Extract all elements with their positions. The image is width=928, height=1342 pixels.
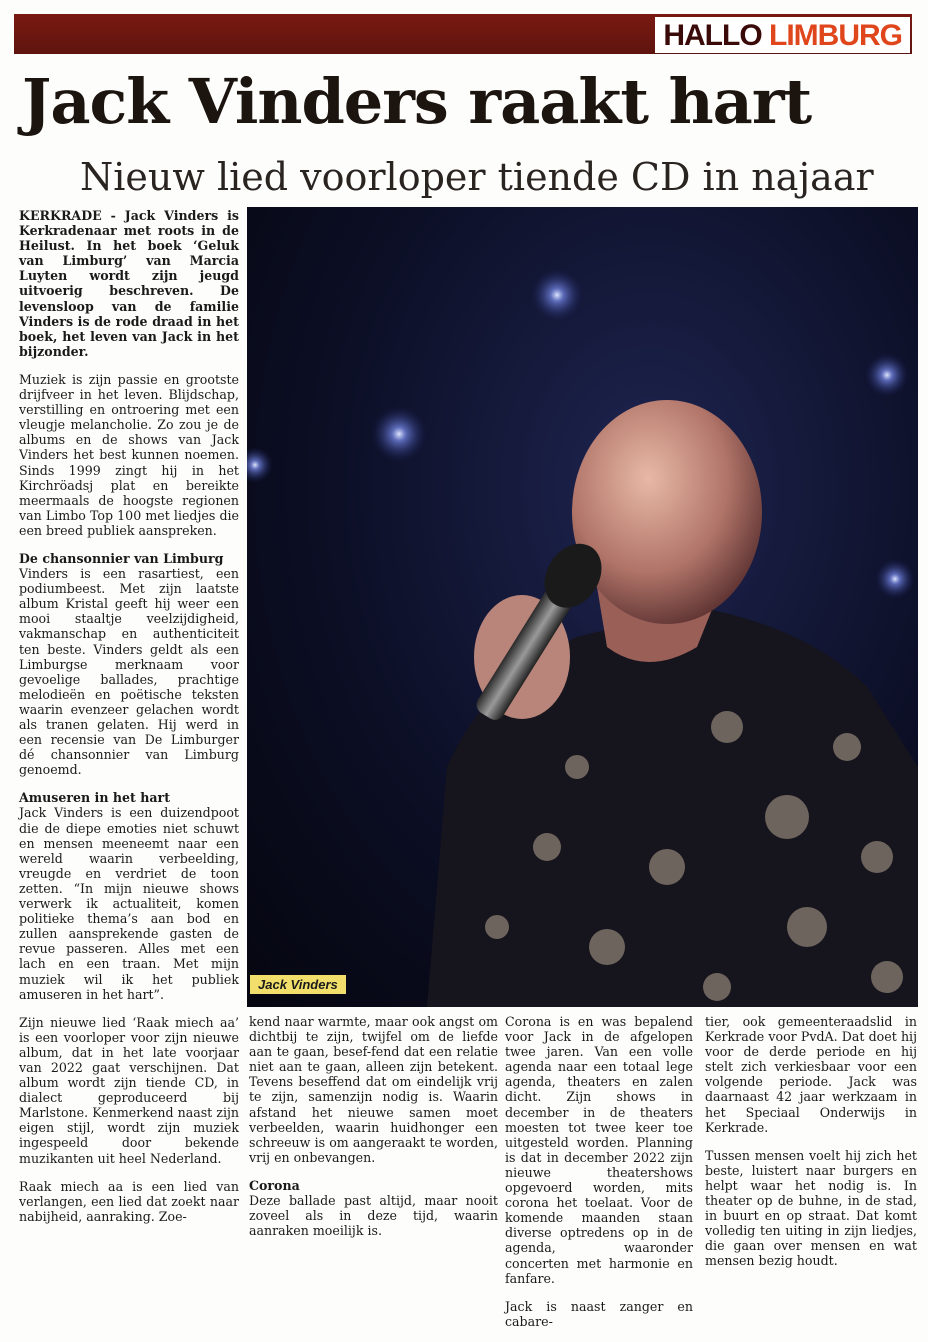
masthead-word-hallo: HALLO <box>663 19 762 52</box>
headline: Jack Vinders raakt hart <box>22 65 812 138</box>
column-1 <box>19 208 239 1237</box>
masthead-word-limburg: LIMBURG <box>769 19 902 52</box>
column-4 <box>705 1014 917 1282</box>
stage-light <box>371 406 427 462</box>
paragraph: Zijn nieuwe lied ‘Raak miech aa’ is een voorloper voor zijn nieuwe album, dat in het late voorjaar van 2022 gaat verschijnen. Dat album wordt zijn tiende CD, in dialect geproduceerd bij Marlstone. Kenmerkend naast zijn eigen stijl, wordt zijn muziek ingespeeld door bekende muzikanten uit heel Nederland. <box>19 1014 239 1166</box>
paragraph: kend naar warmte, maar ook angst om dichtbij te zijn, twijfel om de liefde aan te gaan, besef-fend dat een relatie niet aan te gaan, alleen zijn betekent. Tevens beseffend dat om eindelijk vrij te zijn, samenzijn nodig is. Waarin afstand het nieuwe samen moet verbeelden, waarin huidhonger een schreeuw is om aangeraakt te worden, vrij en onbevangen. <box>249 1014 498 1165</box>
paragraph: Jack is naast zanger en cabare- <box>505 1298 693 1329</box>
subheadline: Nieuw lied voorloper tiende CD in najaar <box>80 155 874 199</box>
paragraph: tier, ook gemeenteraadslid in Kerkrade voor PvdA. Dat doet hij voor de derde periode en hij stelt zich verkiesbaar voor een volgende periode. Jack was daarnaast 42 jaar werkzaam in het Speciaal Onderwijs in Kerkrade. <box>705 1014 917 1135</box>
lead-paragraph: KERKRADE - Jack Vinders is Kerkradenaar met roots in de Heilust. In het boek ‘Geluk van Limburg’ van Marcia Luyten wordt zijn jeugd uitvoerig beschreven. De levensloop van de familie Vinders is de rode draad in het boek, het leven van Jack in het bijzonder. <box>19 208 239 359</box>
stage-light <box>875 559 915 599</box>
column-2 <box>249 1014 498 1251</box>
column-3 <box>505 1014 693 1342</box>
paragraph: Jack Vinders is een duizendpoot die de diepe emoties niet schuwt en mensen meeneemt naar een wereld waarin verbeelding, vreugde en verdriet de toon zetten. “In mijn nieuwe shows verwerk ik actualiteit, komen politieke thema’s aan bod en zullen aansprekende gasten de revue passeren. Alles met een lach en een traan. Met mijn muziek wil ik het publiek amuseren in het hart”. <box>19 805 239 1002</box>
stage-light <box>247 447 273 483</box>
paragraph: Corona is en was bepalend voor Jack in de afgelopen twee jaren. Van een volle agenda naar een totaal lege agenda, theaters en zalen dicht. Zijn shows in december in de theaters moesten tot twee keer toe uitgesteld worden. Planning is dat in december 2022 zijn nieuwe theatershows opgevoerd worden, mits corona het toelaat. Voor de komende maanden staan diverse optredens op in de agenda, waaronder concerten met harmonie en fanfare. <box>505 1014 693 1286</box>
paragraph: Raak miech aa is een lied van verlangen, een lied dat zoekt naar nabijheid, aanraking. Zoe- <box>19 1178 239 1224</box>
paragraph: Deze ballade past altijd, maar nooit zoveel als in deze tijd, waarin aanraken moeilijk is. <box>249 1193 498 1239</box>
masthead-section-label <box>655 17 910 53</box>
photo-caption: Jack Vinders <box>250 975 346 994</box>
stage-light <box>865 353 909 397</box>
paragraph: Vinders is een rasartiest, een podiumbeest. Met zijn laatste album Kristal geeft hij weer een mooi staaltje veelzijdigheid, vakmanschap en authenticiteit ten beste. Vinders geldt als een Limburgse merknaam voor gevoelige ballades, prachtige melodieën en poëtische teksten waarin evenzeer gelachen wordt als tranen gelaten. Hij werd in een recensie van De Limburger dé chansonnier van Limburg genoemd. <box>19 566 239 778</box>
stage-light <box>531 269 583 321</box>
singer-illustration <box>247 207 918 1007</box>
head <box>572 400 762 624</box>
article-photo <box>247 207 918 1007</box>
subheading-corona: Corona <box>249 1177 300 1193</box>
paragraph: Tussen mensen voelt hij zich het beste, luistert naar burgers en helpt waar het nodig is. In theater op de buhne, in de stad, in buurt en op straat. Dat komt volledig ten uiting in zijn liedjes, die gaan over mensen en wat mensen bezig houdt. <box>705 1147 917 1269</box>
subheading-amuseren: Amuseren in het hart <box>19 790 171 806</box>
paragraph: Muziek is zijn passie en grootste drijfveer in het leven. Blijdschap, verstilling en ontroering met een vleugje melancholie. Zo zou je de albums en de shows van Jack Vinders het best kunnen noemen. Sinds 1999 zingt hij in het Kirchröadsj plat en bereikte meermaals de hoogste regionen van Limbo Top 100 met liedjes die een breed publiek aanspreken. <box>19 371 239 538</box>
subheading-chansonnier: De chansonnier van Limburg <box>19 550 224 566</box>
